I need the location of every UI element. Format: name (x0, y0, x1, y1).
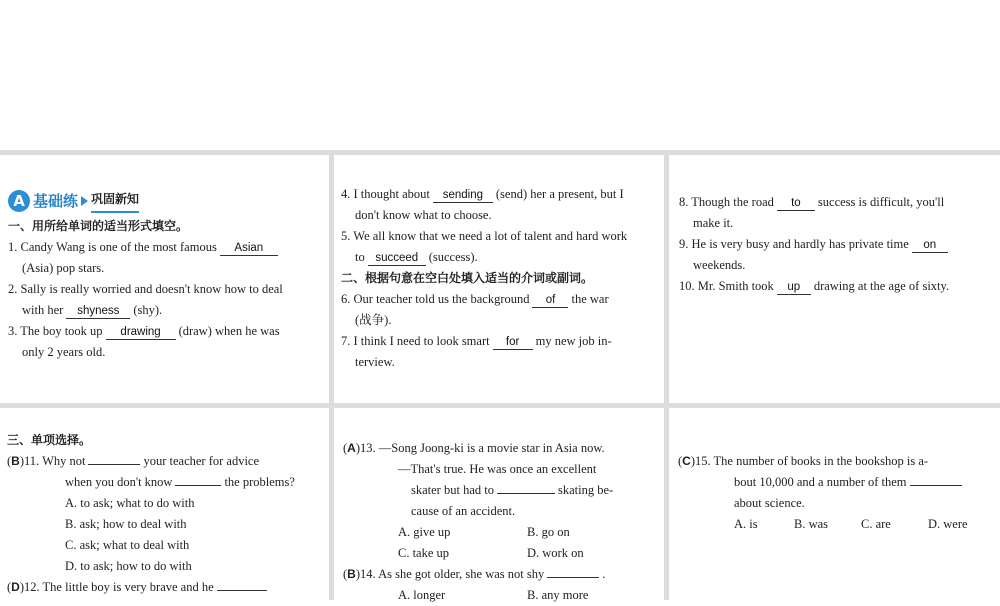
question-3: 3. The boy took up drawing (draw) when he was (8, 324, 280, 338)
option-11a: A. to ask; what to do with (65, 496, 195, 510)
option-13b: B. go on (527, 525, 570, 539)
question-8: 8. Though the road to success is difficult, you'll (679, 195, 945, 209)
question-10: 10. Mr. Smith took up drawing at the age of sixty. (679, 279, 950, 293)
question-5: 5. We all know that we need a lot of talent and hard work (341, 229, 628, 243)
question-1: 1. Candy Wang is one of the most famous Asian (8, 237, 324, 258)
blank-15 (910, 473, 962, 486)
choice-panel-3: (C)15. The number of books in the bookshop is a- bout 10,000 and a number of them about science. A. is B. was C. are D. were (678, 451, 996, 535)
answer-5: succeed (368, 252, 426, 266)
answer-7: for (493, 336, 533, 350)
answer-4: sending (433, 189, 493, 203)
column-divider-2 (664, 150, 669, 600)
section-a-subtitle: 巩固新知 (91, 189, 139, 213)
section-a-header (8, 188, 324, 214)
answer-2: shyness (66, 305, 130, 319)
blank-12 (217, 578, 267, 591)
blank-13 (497, 481, 555, 494)
question-4: 4. I thought about sending (send) her a present, but I (341, 187, 624, 201)
section-2-title: 二、根据句意在空白处填入适当的介词或副词。 (341, 271, 594, 285)
option-14b: B. any more (527, 588, 589, 602)
section-3-title: 三、单项选择。 (7, 433, 92, 447)
choice-panel-2: (A)13. —Song Joong-ki is a movie star in Asia now. —That's true. He was once an excellent skater but had to skating be- cause of an accident. A. give up B. go on C. take up D. work on (B)14. As she got older, she was not shy . A. longer B. any more (343, 438, 659, 606)
option-14a: A. longer (398, 588, 446, 602)
question-2: 2. Sally is really worried and doesn't know how to deal (8, 282, 283, 296)
top-divider (0, 150, 1000, 155)
answer-1: Asian (220, 242, 278, 256)
exercise-panel-2: 4. I thought about sending (send) her a present, but I don't know what to choose. 5. We all know that we need a lot of talent and hard work to succeed (success). 二、根据句意在空白处填入适当的介词或副词。 6. Our teacher told us the background of the war (战争). 7. I think I need to look smart for my new job in- terview. (341, 184, 659, 373)
answer-3: drawing (106, 326, 176, 340)
arrow-right-icon (81, 196, 88, 206)
option-11d: D. to ask; how to do with (65, 559, 192, 573)
answer-14: B (347, 567, 356, 581)
option-13c: C. take up (398, 546, 450, 560)
answer-9: on (912, 239, 948, 253)
question-15: (C)15. The number of books in the bookshop is a- (678, 454, 929, 468)
option-11c: C. ask; what to deal with (65, 538, 190, 552)
answer-8: to (777, 197, 815, 211)
option-15b: B. was (794, 517, 829, 531)
section-a-badge: A (8, 190, 30, 212)
middle-divider (0, 403, 1000, 408)
option-15c: C. are (861, 517, 891, 531)
exercise-panel-3: 8. Though the road to success is difficult, you'll make it. 9. He is very busy and hardly has private time on weekends. 10. Mr. Smith took up drawing at the age of sixty. (679, 192, 997, 297)
choice-panel-1: 三、单项选择。 (B)11. Why not your teacher for advice when you don't know the problems? A. to ask; what to do with B. ask; how to deal with C. ask; what to deal with D. to ask; how to do with (D)12. The little boy is very brave and he (7, 430, 325, 598)
answer-6: of (532, 294, 568, 308)
answer-15: C (682, 454, 691, 468)
option-15a: A. is (734, 517, 758, 531)
column-divider-1 (329, 150, 334, 600)
question-6: 6. Our teacher told us the background of the war (341, 292, 609, 306)
exercise-panel-1: A 基础练 巩固新知 一、用所给单词的适当形式填空。 1. Candy Wang is one of the most famous Asian (Asia) pop stars. 2. Sally is really worried and doesn't know how to deal with her shyness (shy). 3. The boy took up drawing (draw) when he was only 2 years old. (8, 188, 324, 363)
question-12: (D)12. The little boy is very brave and he (7, 577, 325, 598)
blank-11b (175, 473, 221, 486)
section-1-title: 一、用所给单词的适当形式填空。 (8, 219, 189, 233)
answer-13: A (347, 441, 356, 455)
option-13d: D. work on (527, 546, 584, 560)
question-7: 7. I think I need to look smart for my new job in- (341, 334, 612, 348)
blank-11a (88, 452, 140, 465)
option-11b: B. ask; how to deal with (65, 517, 187, 531)
section-a-title: 基础练 (33, 191, 79, 210)
answer-12: D (11, 580, 20, 594)
question-9: 9. He is very busy and hardly has private time on (679, 234, 997, 255)
option-13a: A. give up (398, 525, 451, 539)
question-11: (B)11. Why not your teacher for advice (7, 454, 260, 468)
question-14: (B)14. As she got older, she was not shy . (343, 567, 606, 581)
answer-10: up (777, 281, 811, 295)
question-13: (A)13. —Song Joong-ki is a movie star in Asia now. (343, 441, 605, 455)
blank-14 (547, 565, 599, 578)
option-15d: D. were (928, 517, 968, 531)
answer-11: B (11, 454, 20, 468)
